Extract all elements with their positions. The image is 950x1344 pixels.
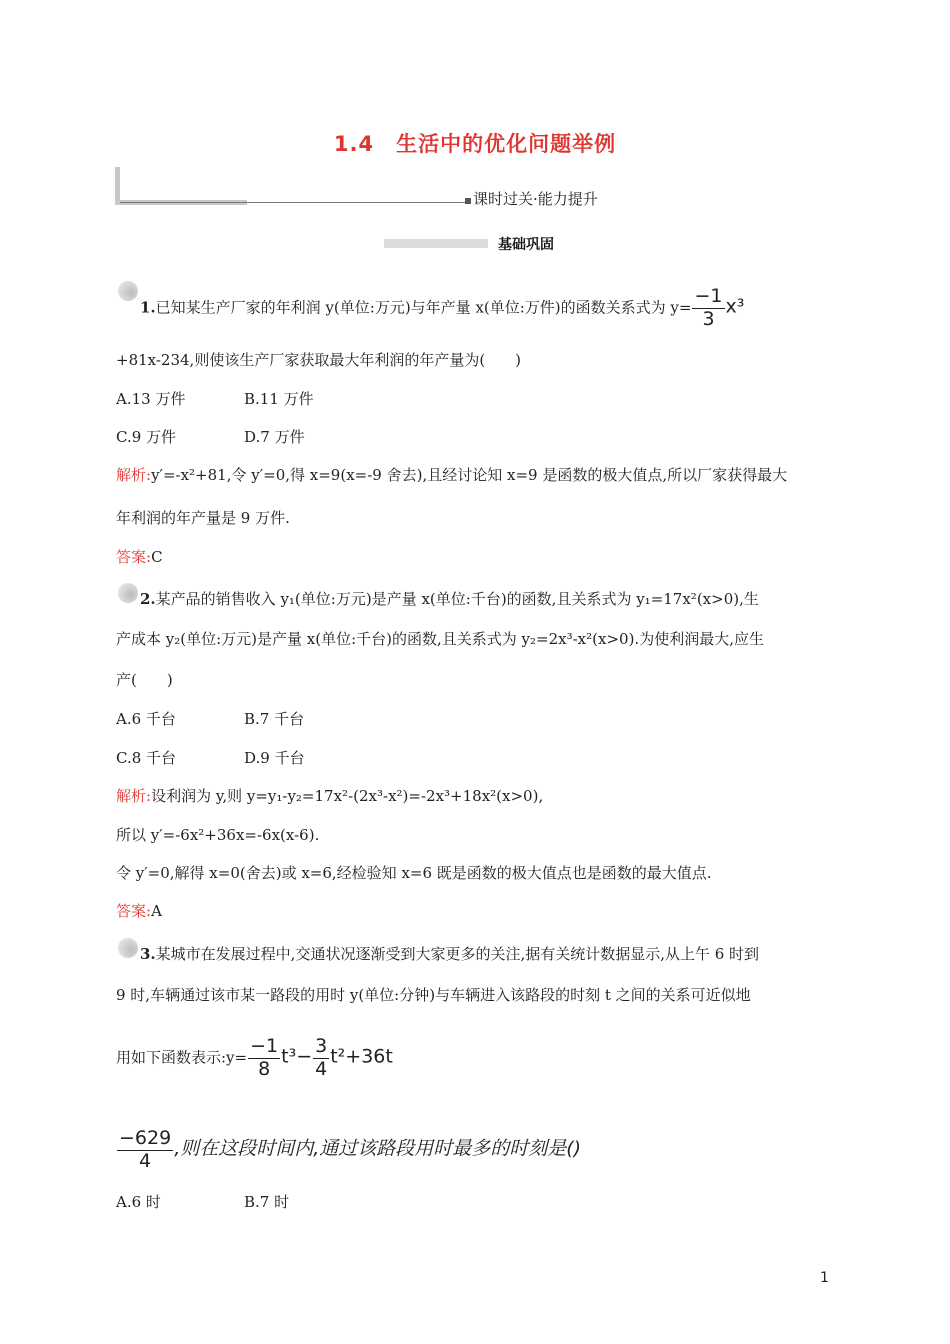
question-1-number: 1.	[140, 298, 156, 317]
question-1-analysis: 解析:y′=-x²+81,令 y′=0,得 x=9(x=-9 舍去),且经讨论知 x=9 是函数的极大值点,所以厂家获得最大	[116, 466, 788, 484]
section-marker-square	[465, 198, 471, 204]
question-2-analysis: 解析:设利润为 y,则 y=y₁-y₂=17x²-(2x³-x²)=-2x³+18x²(x>0),	[116, 787, 544, 805]
question-2-number: 2.	[140, 590, 156, 608]
question-2-analysis-cont: 所以 y′=-6x²+36x=-6x(x-6).	[116, 826, 320, 844]
question-1-option-a: A.13 万件	[116, 390, 186, 408]
fraction-minus-one-eighth: $\frac{-1}{8}$	[250, 1035, 279, 1080]
question-2-answer: 答案:A	[116, 902, 162, 920]
question-3-stem-cont: 9 时,车辆通过该市某一路段的用时 y(单位:分钟)与车辆进入该路段的时刻 t 之间的关系可近似地	[116, 986, 751, 1004]
question-2-analysis-end: 令 y′=0,解得 x=0(舍去)或 x=6,经检验知 x=6 既是函数的极大值点也是函数的最大值点.	[116, 864, 712, 882]
section-label: 课时过关·能力提升	[473, 190, 598, 208]
question-3-stem-end: $\frac{-629}{4}$ ,则在这段时间内,通过该路段用时最多的时刻是()	[119, 1127, 582, 1172]
analysis-label: 解析:	[116, 466, 152, 484]
subsection-bar	[384, 239, 488, 248]
question-3-number: 3.	[140, 945, 156, 963]
question-1-x-cubed: x³	[725, 295, 745, 318]
question-1-analysis-cont: 年利润的年产量是 9 万件.	[116, 509, 290, 527]
question-1-option-d: D.7 万件	[244, 428, 305, 446]
question-3-option-a: A.6 时	[116, 1193, 161, 1211]
question-3-option-b: B.7 时	[244, 1193, 290, 1211]
analysis-label: 解析:	[116, 787, 152, 805]
question-1-fraction: $\frac{-1}{3}$	[694, 285, 723, 330]
question-1-option-c: C.9 万件	[116, 428, 177, 446]
question-3-function: 用如下函数表示:y= $\frac{-1}{8}$ t³− $\frac{3}{4}$ t²+36t	[116, 1035, 393, 1080]
question-2-option-b: B.7 千台	[244, 710, 305, 728]
answer-label: 答案:	[116, 902, 152, 920]
question-2-option-a: A.6 千台	[116, 710, 176, 728]
question-1-answer: 答案:C	[116, 548, 163, 566]
subsection-label: 基础巩固	[498, 237, 554, 253]
question-1-stem-cont: +81x-234,则使该生产厂家获取最大年利润的年产量为( )	[116, 351, 522, 369]
page-title: 1.4 生活中的优化问题举例	[333, 132, 617, 156]
question-2-option-d: D.9 千台	[244, 749, 305, 767]
fraction-minus-629-quarters: $\frac{-629}{4}$	[119, 1127, 172, 1172]
question-2-stem: 2.某产品的销售收入 y₁(单位:万元)是产量 x(单位:千台)的函数,且关系式为 y₁=17x²(x>0),生	[140, 590, 759, 608]
question-1-stem	[116, 286, 744, 331]
section-divider-line	[120, 202, 465, 203]
question-1-option-b: B.11 万件	[244, 390, 314, 408]
answer-label: 答案:	[116, 548, 152, 566]
question-2-option-c: C.8 千台	[116, 749, 177, 767]
fraction-three-quarters: $\frac{3}{4}$	[315, 1035, 328, 1080]
question-2-stem-end: 产( )	[116, 671, 173, 689]
question-3-stem: 3.某城市在发展过程中,交通状况逐渐受到大家更多的关注,据有关统计数据显示,从上午 6 时到	[140, 945, 760, 963]
question-2-stem-cont: 产成本 y₂(单位:万元)是产量 x(单位:千台)的函数,且关系式为 y₂=2x³-x²(x>0).为使利润最大,应生	[116, 630, 764, 648]
page-number: 1	[820, 1270, 829, 1286]
question-1-text: 已知某生产厂家的年利润 y(单位:万元)与年产量 x(单位:万件)的函数关系式为 y=	[155, 298, 692, 317]
